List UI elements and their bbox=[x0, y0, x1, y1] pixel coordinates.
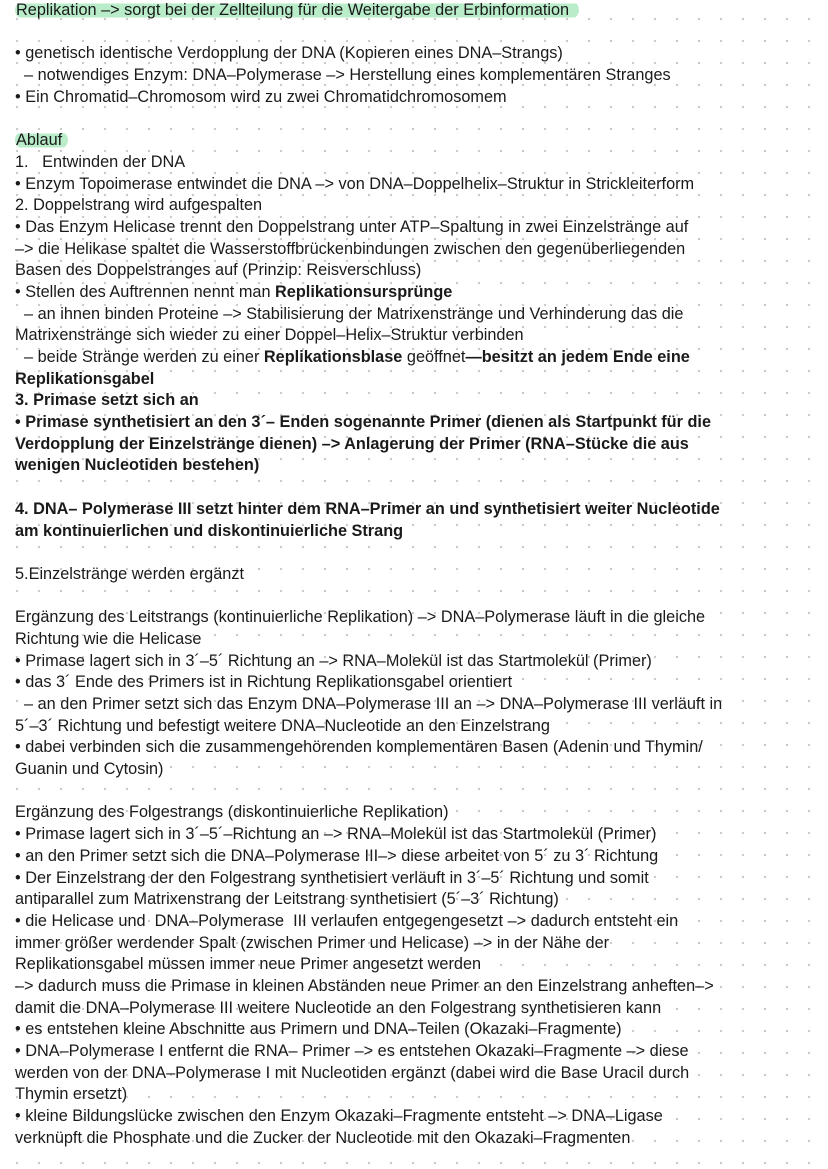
text-line: damit die DNA–Polymerase III weitere Nucleotide an den Folgestrang synthetisieren kann bbox=[15, 998, 662, 1017]
bold-line: • Primase synthetisiert an den 3´– Enden sogenannte Primer (dienen als Startpunkt für die bbox=[15, 413, 712, 432]
bold-segment: —besitzt an jedem Ende eine bbox=[465, 348, 690, 366]
text-line: • Ein Chromatid–Chromosom wird zu zwei Chromatidchromosomem bbox=[15, 87, 507, 106]
text-line: • dabei verbinden sich die zusammengehörenden komplementären Basen (Adenin und Thymin/ bbox=[15, 738, 703, 757]
text-line: – notwendiges Enzym: DNA–Polymerase –> Herstellung eines komplementären Stranges bbox=[15, 66, 671, 85]
bold-term: Replikationsursprünge bbox=[275, 282, 453, 301]
text-line: Ergänzung des Folgestrangs (diskontinuierliche Replikation) bbox=[15, 803, 449, 822]
step-heading: 1. Entwinden der DNA bbox=[15, 152, 186, 171]
bold-line: Verdopplung der Einzelstränge dienen) –> Anlagerung der Primer (RNA–Stücke die aus bbox=[15, 434, 689, 453]
blank-line bbox=[15, 108, 820, 130]
title-line bbox=[15, 0, 820, 22]
bold-term: Replikationsblase bbox=[263, 348, 403, 366]
section-heading-line bbox=[15, 130, 820, 152]
text-line: –> dadurch muss die Primase in kleinen Abständen neue Primer an den Einzelstrang anheften–> bbox=[15, 976, 714, 995]
text-line: Thymin ersetzt) bbox=[15, 1085, 128, 1104]
text-segment: – beide Stränge werden zu einer bbox=[15, 348, 264, 366]
text-line: werden von der DNA–Polymerase I mit Nucleotiden ergänzt (dabei wird die Base Uracil durch bbox=[15, 1063, 690, 1082]
text-line: • es entstehen kleine Abschnitte aus Primern und DNA–Teilen (Okazaki–Fragmente) bbox=[15, 1020, 622, 1039]
text-line: Replikationsgabel müssen immer neue Primer angesetzt werden bbox=[15, 955, 482, 974]
text-line: immer größer werdender Spalt (zwischen Primer und Helicase) –> in der Nähe der bbox=[15, 933, 610, 952]
step-heading: 4. DNA– Polymerase III setzt hinter dem RNA–Primer an und synthetisiert weiter Nucleotide bbox=[15, 499, 720, 518]
text-line: • Enzym Topoimerase entwindet die DNA –> von DNA–Doppelhelix–Struktur in Strickleiterform bbox=[15, 174, 695, 193]
blank-line bbox=[15, 22, 820, 44]
text-line: Ergänzung des Leitstrangs (kontinuierliche Replikation) –> DNA–Polymerase läuft in die gleiche bbox=[15, 608, 706, 627]
text-line: Guanin und Cytosin) bbox=[15, 760, 164, 779]
text-line: • genetisch identische Verdopplung der DNA (Kopieren eines DNA–Strangs) bbox=[15, 44, 563, 63]
text-line: Basen des Doppelstranges auf (Prinzip: Reisverschluss) bbox=[15, 261, 422, 280]
text-line: • die Helicase und DNA–Polymerase III verlaufen entgegengesetzt –> dadurch entsteht ein bbox=[15, 911, 679, 930]
bold-line: am kontinuierlichen und diskontinuierliche Strang bbox=[15, 521, 404, 540]
text-line: – an den Primer setzt sich das Enzym DNA–Polymerase III an –> DNA–Polymerase III verläuft in bbox=[15, 695, 723, 713]
step-heading: 3. Primase setzt sich an bbox=[15, 391, 199, 410]
text-line: –> die Helikase spaltet die Wasserstoffbrückenbindungen zwischen den gegenüberliegenden bbox=[15, 239, 686, 258]
text-line: – an ihnen binden Proteine –> Stabilisierung der Matrixenstränge und Verhinderung das die bbox=[15, 304, 684, 323]
blank-line bbox=[15, 781, 820, 803]
bold-line: Replikationsgabel bbox=[15, 369, 155, 388]
text-line: • Der Einzelstrang der den Folgestrang synthetisiert verläuft in 3´–5´ Richtung und somit bbox=[15, 868, 649, 887]
blank-line bbox=[15, 477, 820, 499]
bold-line: wenigen Nucleotiden bestehen) bbox=[15, 456, 260, 475]
step-heading: 2. Doppelstrang wird aufgespalten bbox=[15, 196, 263, 215]
text-line bbox=[15, 282, 820, 304]
text-line: • Primase lagert sich in 3´–5´–Richtung an –> RNA–Molekül ist das Startmolekül (Primer) bbox=[15, 825, 657, 844]
text-line: • DNA–Polymerase I entfernt die RNA– Primer –> es entstehen Okazaki–Fragmente –> diese bbox=[15, 1042, 689, 1060]
text-line: • an den Primer setzt sich die DNA–Polymerase III–> diese arbeitet von 5´ zu 3´ Richtung bbox=[15, 846, 659, 865]
text-line: • Das Enzym Helicase trennt den Doppelstrang unter ATP–Spaltung in zwei Einzelstränge auf bbox=[15, 217, 689, 236]
step-heading: 5.Einzelstränge werden ergänzt bbox=[15, 564, 244, 583]
text-line: • das 3´ Ende des Primers ist in Richtung Replikationsgabel orientiert bbox=[15, 673, 513, 692]
blank-line bbox=[15, 542, 820, 564]
text-line: antiparallel zum Matrixenstrang der Leitstrang synthetisiert (5´–3´ Richtung) bbox=[15, 890, 559, 909]
text-line: • kleine Bildungslücke zwischen den Enzym Okazaki–Fragmente entsteht –> DNA–Ligase bbox=[15, 1107, 663, 1126]
text-line: • Primase lagert sich in 3´–5´ Richtung an –> RNA–Molekül ist das Startmolekül (Primer) bbox=[15, 651, 652, 670]
text-line: Matrixenstränge sich wieder zu einer Doppel–Helix–Struktur verbinden bbox=[15, 326, 524, 345]
text-line: Richtung wie die Helicase bbox=[15, 629, 202, 648]
text-line: 5´–3´ Richtung und befestigt weitere DNA–Nucleotide an den Einzelstrang bbox=[15, 716, 550, 735]
text-line bbox=[15, 347, 820, 369]
text-line: verknüpft die Phosphate und die Zucker der Nucleotide mit den Okazaki–Fragmenten bbox=[15, 1128, 631, 1147]
highlighted-heading: Ablauf bbox=[15, 131, 68, 149]
text-segment: geöffnet bbox=[402, 348, 466, 366]
highlighted-title: Replikation –> sorgt bei der Zellteilung für die Weitergabe der Erbinformation bbox=[15, 1, 579, 19]
text-segment: • Stellen des Auftrennen nennt man bbox=[15, 282, 276, 301]
blank-line bbox=[15, 586, 820, 608]
